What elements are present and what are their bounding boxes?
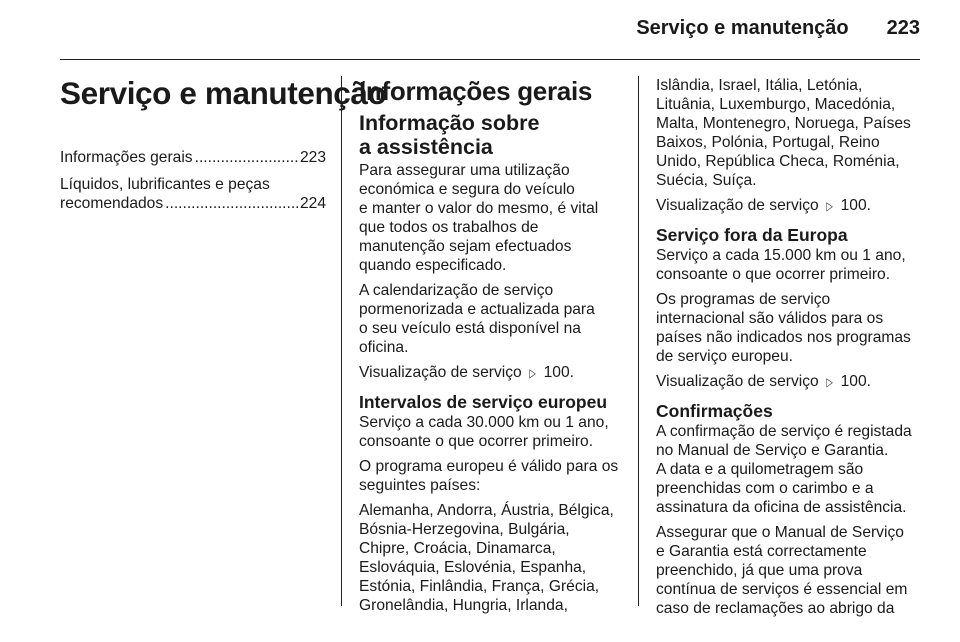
content-column-3 bbox=[656, 76, 926, 624]
reference-page: 100. bbox=[543, 364, 574, 381]
heading-confirmations: Confirmações bbox=[656, 401, 773, 421]
toc-entry[interactable] bbox=[60, 148, 326, 167]
column-divider-1 bbox=[341, 76, 342, 606]
service-reference[interactable] bbox=[656, 196, 926, 216]
content-column-2 bbox=[359, 76, 625, 621]
chapter-title: Serviço e manutenção bbox=[60, 75, 387, 111]
toc-entry-page: 223 bbox=[299, 149, 326, 166]
paragraph: A calendarização de serviço pormenorizada e actualizada para o seu veículo está disponível na oficina. bbox=[359, 282, 595, 356]
header-divider bbox=[60, 59, 920, 60]
paragraph: A confirmação de serviço é registada no Manual de Serviço e Garantia. A data e a quilometragem são preenchidas com o carimbo e a assinatura da oficina de assistência. bbox=[656, 423, 912, 516]
toc-entry-page: 224 bbox=[299, 195, 326, 212]
column-divider-2 bbox=[638, 76, 639, 606]
country-list: Alemanha, Andorra, Áustria, Bélgica, Bósnia-Herzegovina, Bulgária, Chipre, Croácia, Dinamarca, Eslováquia, Eslovénia, Espanha, Estónia, Finlândia, França, Grécia, Gronelândia, Hungria, Irlanda, bbox=[359, 502, 614, 614]
reference-text: Visualização de serviço bbox=[656, 197, 819, 214]
heading-european-intervals: Intervalos de serviço europeu bbox=[359, 392, 608, 412]
page-number: 223 bbox=[886, 17, 920, 39]
toc-leader-dots bbox=[165, 194, 298, 213]
subsection-title: Informação sobre a assistência bbox=[359, 111, 540, 159]
page-reference-arrow-icon: ▷ bbox=[529, 366, 536, 380]
paragraph: O programa europeu é válido para os seguintes países: bbox=[359, 458, 619, 494]
toc-entry[interactable] bbox=[60, 175, 326, 213]
page-reference-arrow-icon: ▷ bbox=[826, 199, 833, 213]
paragraph: Serviço a cada 15.000 km ou 1 ano, consoante o que ocorrer primeiro. bbox=[656, 247, 906, 283]
toc-entry-label: Informações gerais bbox=[60, 149, 193, 166]
country-list-continued: Islândia, Israel, Itália, Letónia, Lituânia, Luxemburgo, Macedónia, Malta, Montenegro, Noruega, Países Baixos, Polónia, Portugal, Reino Unido, República Checa, Roménia, Suécia, Suíça. bbox=[656, 77, 911, 189]
toc-entry-label-cont: recomendados bbox=[60, 195, 164, 212]
service-reference[interactable] bbox=[656, 372, 926, 392]
heading-outside-europe: Serviço fora da Europa bbox=[656, 225, 848, 245]
paragraph: Assegurar que o Manual de Serviço e Garantia está correctamente preenchido, já que uma prova contínua de serviços é essencial em caso de reclamações ao abrigo da bbox=[656, 524, 908, 617]
page-reference-arrow-icon: ▷ bbox=[826, 375, 833, 389]
service-reference[interactable] bbox=[359, 363, 625, 383]
reference-text: Visualização de serviço bbox=[359, 364, 522, 381]
paragraph: Os programas de serviço internacional são válidos para os países não indicados nos programas de serviço europeu. bbox=[656, 291, 911, 365]
paragraph: Serviço a cada 30.000 km ou 1 ano, consoante o que ocorrer primeiro. bbox=[359, 414, 609, 450]
reference-page: 100. bbox=[840, 197, 871, 214]
reference-text: Visualização de serviço bbox=[656, 373, 819, 390]
header-title: Serviço e manutenção bbox=[636, 17, 849, 39]
chapter-toc bbox=[60, 75, 387, 221]
toc-entry-label: Líquidos, lubrificantes e peças bbox=[60, 176, 270, 193]
reference-page: 100. bbox=[840, 373, 871, 390]
page-header bbox=[60, 17, 920, 40]
section-title: Informações gerais bbox=[359, 76, 593, 106]
toc-leader-dots bbox=[195, 148, 298, 167]
paragraph: Para assegurar uma utilização económica e segura do veículo e manter o valor do mesmo, é vital que todos os trabalhos de manutenção sejam efectuados quando especificado. bbox=[359, 162, 599, 274]
